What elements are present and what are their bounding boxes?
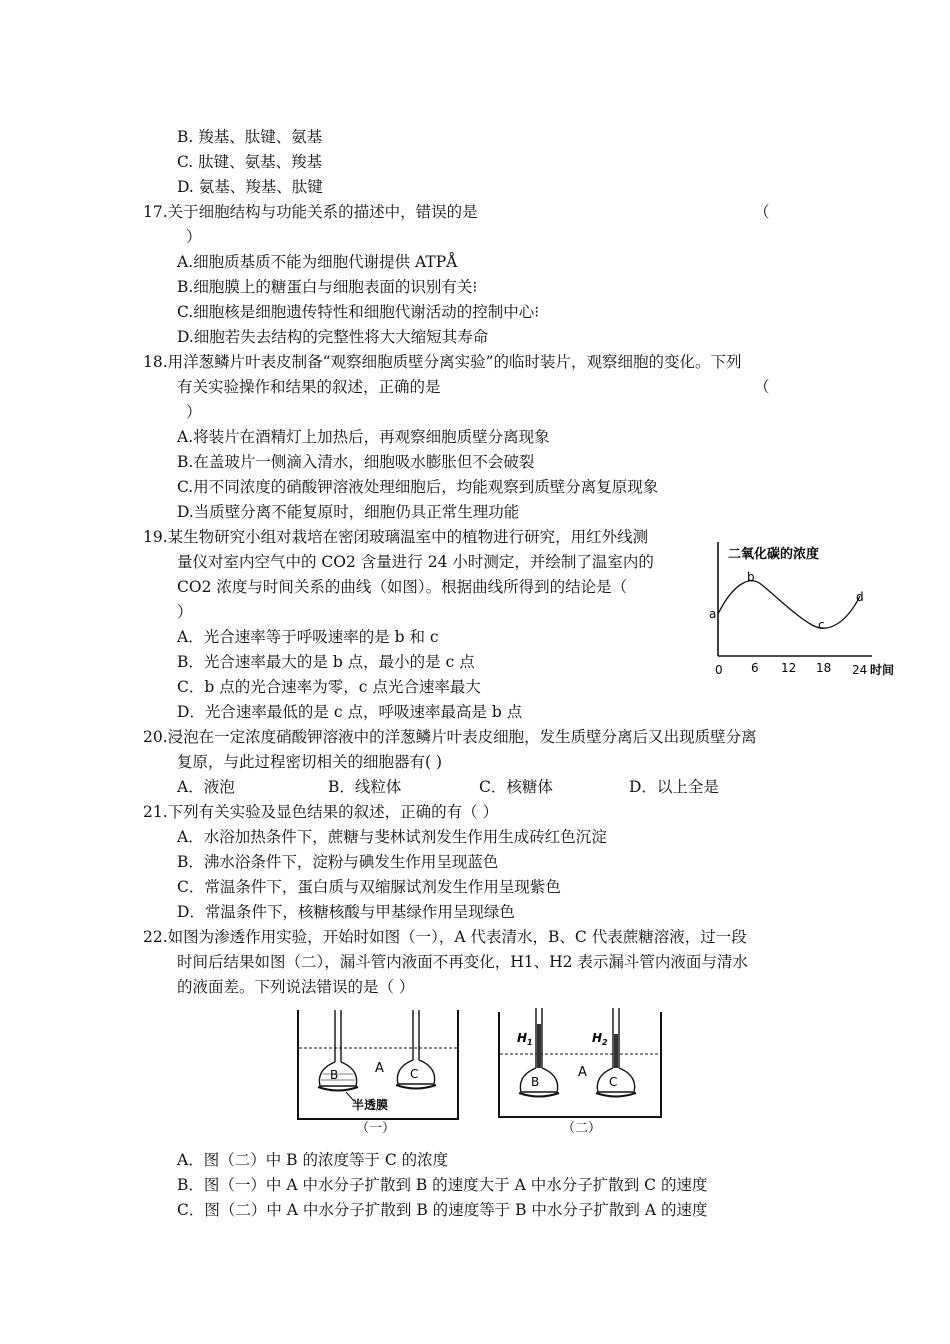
q16-option-b: B. 羧基、肽键、氨基 [177,128,323,146]
q19-stem-line3: CO2 浓度与时间关系的曲线（如图）。根据曲线所得到的结论是（ [177,578,628,596]
fig1-caption: （一） [356,1121,396,1136]
q16-option-d: D. 氨基、羧基、肽键 [177,178,323,196]
co2-concentration-graph [700,538,910,683]
q17-option-b [177,277,477,297]
q18-stem-line1: 18.用洋葱鳞片叶表皮制备“观察细胞质壁分离实验”的临时装片，观察细胞的变化。下列 [143,353,742,371]
graph-xtick-12: 12 [781,661,797,675]
q19-option-d: D．光合速率最低的是 c 点，呼吸速率最高是 b 点 [177,703,523,721]
q18-paren-close: ） [186,403,202,421]
q21-stem: 21.下列有关实验及显色结果的叙述，正确的有（ ） [143,803,499,821]
q21-option-d: D．常温条件下，核糖核酸与甲基绿作用呈现绿色 [177,903,515,921]
q18-option-b: B.在盖玻片一侧滴入清水，细胞吸水膨胀但不会破裂 [177,453,535,471]
q19-option-a: A．光合速率等于呼吸速率的是 b 和 c [177,628,439,646]
q19-stem-line4: ） [177,603,193,621]
q18-paren-open: （ [754,378,770,396]
q17-paren-close: ） [186,228,202,246]
graph-point-b: b [747,570,755,584]
q17-option-c [177,302,539,322]
graph-point-d: d [856,590,864,604]
fig2-caption: （二） [562,1121,602,1136]
h1-letter: H [517,1031,528,1045]
q21-option-a: A．水浴加热条件下，蔗糖与斐林试剂发生作用生成砖红色沉淀 [177,828,607,846]
q22-stem-line3: 的液面差。下列说法错误的是（ ） [177,978,415,996]
q21-option-b: B．沸水浴条件下，淀粉与碘发生作用呈现蓝色 [177,853,499,871]
q19-stem-line1: 19.某生物研究小组对栽培在密闭玻璃温室中的植物进行研究，用红外线测 [143,528,649,546]
q18-stem-line2: 有关实验操作和结果的叙述，正确的是 [177,378,441,396]
graph-xtick-0: 0 [715,663,723,677]
q17-option-a-mark: Å [446,253,458,271]
q17-paren-open: （ [754,203,770,221]
osmosis-figure [290,1004,670,1144]
q17-option-d: D.细胞若失去结构的完整性将大大缩短其寿命 [177,328,489,346]
graph-xtick-18: 18 [816,661,832,675]
graph-ylabel: 二氧化碳的浓度 [728,547,820,562]
q22-stem-line2: 时间后结果如图（二），漏斗管内液面不再变化，H1、H2 表示漏斗管内液面与清水 [177,953,748,971]
fig1-label-a: A [375,1061,384,1076]
q20-option-d: D．以上全是 [629,778,719,796]
fig1-label-b: B [330,1068,339,1082]
q16-option-c: C. 肽键、氨基、羧基 [177,153,323,171]
co2-curve [718,581,860,628]
q18-option-d: D.当质壁分离不能复原时，细胞仍具正常生理功能 [177,503,520,521]
q17-stem: 17.关于细胞结构与功能关系的描述中，错误的是 [143,203,478,221]
q17-option-b-mark: ⁝ [472,278,478,296]
h1-label [517,1031,533,1047]
q18-option-a: A.将装片在酒精灯上加热后，再观察细胞质壁分离现象 [177,428,550,446]
q17-option-c-mark: ⁝ [534,303,540,321]
fig2-label-a: A [578,1065,587,1080]
semipermeable-membrane-label: 半透膜 [352,1098,389,1112]
q22-option-a: A．图（二）中 B 的浓度等于 C 的浓度 [177,1151,449,1169]
graph-xtick-6: 6 [751,661,759,675]
q17-option-c-text: C.细胞核是细胞遗传特性和细胞代谢活动的控制中心 [177,303,535,321]
q20-option-b: B．线粒体 [328,778,402,796]
graph-xtick-24: 24 [852,663,868,677]
q21-option-c: C．常温条件下，蛋白质与双缩脲试剂发生作用呈现紫色 [177,878,561,896]
fig2-label-b: B [531,1075,540,1089]
beaker-two [499,1008,661,1136]
q20-stem-line2: 复原，与此过程密切相关的细胞器有( ) [177,753,443,771]
fig2-label-c: C [609,1075,618,1089]
q18-option-c: C.用不同浓度的硝酸钾溶液处理细胞后，均能观察到质壁分离复原现象 [177,478,659,496]
fig1-label-c: C [410,1067,419,1081]
q17-option-a-text: A.细胞质基质不能为细胞代谢提供 ATP [177,253,447,271]
q19-stem-line2: 量仪对室内空气中的 CO2 含量进行 24 小时测定，并绘制了温室内的 [177,553,654,571]
q17-option-a [177,252,457,272]
graph-point-a: a [709,607,717,621]
q20-stem-line1: 20.浸泡在一定浓度硝酸钾溶液中的洋葱鳞片叶表皮细胞，发生质壁分离后又出现质壁分离 [143,728,757,746]
q19-option-b: B．光合速率最大的是 b 点，最小的是 c 点 [177,653,475,671]
beaker-one [298,1010,458,1136]
q22-option-b: B．图（一）中 A 中水分子扩散到 B 的速度大于 A 中水分子扩散到 C 的速度 [177,1176,708,1194]
q19-option-c: C．b 点的光合速率为零，c 点光合速率最大 [177,678,481,696]
h2-letter: H [592,1031,603,1045]
q17-option-b-text: B.细胞膜上的糖蛋白与细胞表面的识别有关 [177,278,473,296]
q22-stem-line1: 22.如图为渗透作用实验，开始时如图（一），A 代表清水，B、C 代表蔗糖溶液，过一段 [143,928,747,946]
graph-xlabel: 时间 [870,663,895,677]
q20-option-c: C．核糖体 [479,778,553,796]
h2-label [592,1031,608,1047]
graph-point-c: c [818,618,825,632]
q22-option-c: C．图（二）中 A 中水分子扩散到 B 的速度等于 B 中水分子扩散到 A 的速度 [177,1201,708,1219]
h2-subscript: 2 [602,1038,608,1047]
h1-subscript: 1 [527,1038,533,1047]
q20-option-a: A．液泡 [177,778,235,796]
